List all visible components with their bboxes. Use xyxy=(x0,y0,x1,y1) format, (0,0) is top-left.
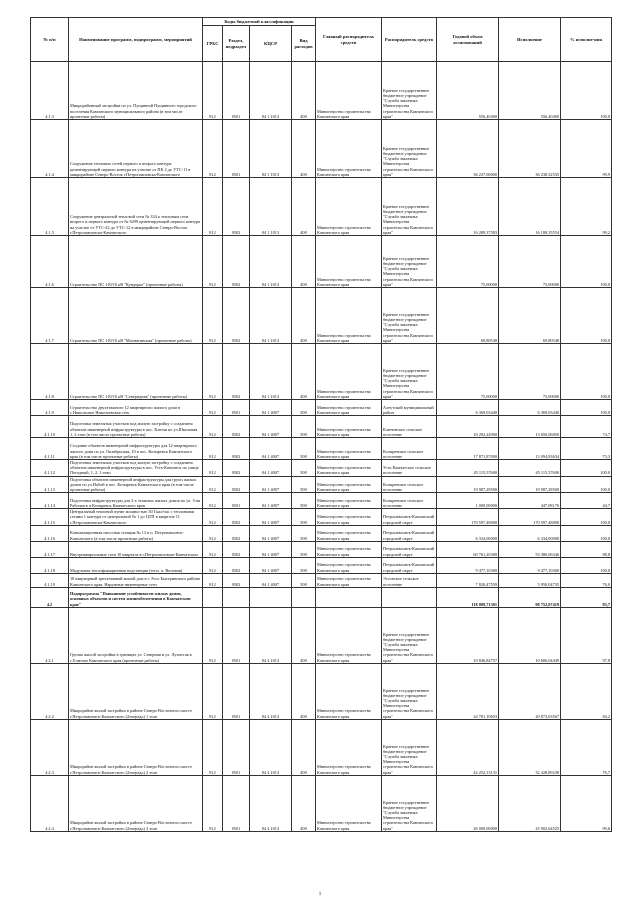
cell-rs: Петропавловск-Камчатский городской округ xyxy=(382,509,437,526)
cell-rz: 0502 xyxy=(223,236,250,288)
cell-vol: 118 009,71301 xyxy=(437,587,499,607)
cell-kcsr: 04 1 4007 xyxy=(250,460,292,477)
cell-vol: 17 871,87000 xyxy=(437,438,499,460)
cell-kcsr: 04 1 4007 xyxy=(250,573,292,587)
cell-rs: Краевое государственное бюджетное учреждение "Служба заказчика Министерства строительства Камчатского края" xyxy=(382,663,437,719)
cell-grbs: 812 xyxy=(203,400,223,416)
cell-num: 4.2.4 xyxy=(31,775,69,831)
cell-grbs: 812 xyxy=(203,557,223,573)
cell-rz: 0502 xyxy=(223,573,250,587)
cell-rs: Краевое государственное бюджетное учреждение "Служба заказчика Министерства строительства Камчатского края" xyxy=(382,607,437,663)
cell-pct: 76,7 xyxy=(561,719,612,775)
cell-grbs: 812 xyxy=(203,120,223,178)
cell-pct: 97,8 xyxy=(561,607,612,663)
cell-rz: 0501 xyxy=(223,775,250,831)
table-row xyxy=(31,236,612,288)
table-row xyxy=(31,557,612,573)
cell-gr: Министерство строительства Камчатского края xyxy=(316,344,382,400)
cell-rz: 0502 xyxy=(223,460,250,477)
cell-ex: 19 987,28500 xyxy=(499,476,561,493)
cell-vr: 500 xyxy=(292,509,316,526)
cell-name: Внутриквартальные сети 10 квартала в г.Петропавловске-Камчатском xyxy=(69,541,203,557)
cell-vol: 69,80548 xyxy=(437,288,499,344)
table-row xyxy=(31,509,612,526)
cell-pct: 100,0 xyxy=(561,476,612,493)
cell-gr xyxy=(316,587,382,607)
cell-rs: Эссовское сельское поселение xyxy=(382,573,437,587)
cell-pct: 99,9 xyxy=(561,120,612,178)
cell-num: 4.2 xyxy=(31,587,69,607)
cell-rs: Ключевское сельское поселение xyxy=(382,416,437,438)
cell-grbs: 812 xyxy=(203,663,223,719)
cell-ex: 20 873,63567 xyxy=(499,663,561,719)
cell-rz: 0502 xyxy=(223,416,250,438)
cell-rs: Козыревское сельское поселение xyxy=(382,438,437,460)
cell-name: Микрорайон жилой застройки в районе Северо-Восточного шоссе г.Петропавловск-Камчатского (2очередь) 3 этап xyxy=(69,775,203,831)
cell-pct: 100,0 xyxy=(561,400,612,416)
cell-name: Центральный тепловой пункт мощностью 30 Гкал/час с тепловыми сетями 1 контура от центральной № 1 до ЦТП в квартале 11 г.Петропавловска-Камчатского xyxy=(69,509,203,526)
cell-ex: 13 094,83634 xyxy=(499,438,561,460)
cell-gr: Министерство строительства Камчатского края xyxy=(316,178,382,236)
cell-grbs: 812 xyxy=(203,719,223,775)
cell-ex: 69,80548 xyxy=(499,288,561,344)
cell-name: Строительство ПС 110/10 кВ "Кундорье" (проектные работы) xyxy=(69,236,203,288)
cell-kcsr: 04 2 1013 xyxy=(250,775,292,831)
cell-pct: 100,0 xyxy=(561,288,612,344)
header-pct: % исполне-ния xyxy=(561,18,612,62)
cell-vr: 400 xyxy=(292,607,316,663)
cell-gr: Министерство строительства Камчатского края xyxy=(316,509,382,526)
table-row xyxy=(31,587,612,607)
cell-rs xyxy=(382,587,437,607)
cell-num: 4.1.19 xyxy=(31,573,69,587)
cell-ex: 9 477,10300 xyxy=(499,557,561,573)
cell-vol: 18 292,24900 xyxy=(437,416,499,438)
cell-rz: 0502 xyxy=(223,178,250,236)
table-row xyxy=(31,573,612,587)
cell-num: 4.1.5 xyxy=(31,178,69,236)
cell-rs: Петропавловск-Камчатский городской округ xyxy=(382,525,437,541)
cell-vr: 500 xyxy=(292,438,316,460)
table-row xyxy=(31,120,612,178)
cell-pct: 76,0 xyxy=(561,573,612,587)
cell-rs: Краевое государственное бюджетное учреждение "Служба заказчика Министерства строительства Камчатского края" xyxy=(382,719,437,775)
cell-ex: 447,08176 xyxy=(499,493,561,509)
cell-num: 4.1.15 xyxy=(31,509,69,526)
cell-name: Строительство ПС 110/10 кВ "Мохнатинская" (проектные работы) xyxy=(69,288,203,344)
header-vr: Вид расходов xyxy=(292,26,316,62)
cell-rz: 0501 xyxy=(223,493,250,509)
cell-vr: 500 xyxy=(292,573,316,587)
cell-gr: Министерство строительства Камчатского края xyxy=(316,62,382,120)
cell-gr: Министерство строительства Камчатского края xyxy=(316,541,382,557)
cell-kcsr: 04 1 1013 xyxy=(250,178,292,236)
cell-kcsr: 04 1 4007 xyxy=(250,541,292,557)
cell-grbs: 812 xyxy=(203,236,223,288)
cell-num: 4.1.6 xyxy=(31,236,69,288)
cell-num: 4.1.18 xyxy=(31,557,69,573)
cell-vr: 400 xyxy=(292,236,316,288)
cell-vr: 400 xyxy=(292,775,316,831)
cell-gr: Министерство строительства Камчатского края xyxy=(316,476,382,493)
table-row xyxy=(31,525,612,541)
cell-rs: Краевое государственное бюджетное учреждение "Служба заказчика Министерства строительства Камчатского края" xyxy=(382,288,437,344)
cell-name: Строительство ПС 110/10 кВ "Северидная" (проектные работы) xyxy=(69,344,203,400)
cell-num: 4.1.4 xyxy=(31,120,69,178)
cell-vol: 6 334,00000 xyxy=(437,525,499,541)
cell-vr xyxy=(292,587,316,607)
cell-name: Сооружение центральной тепловой сети № 334 к тепловым сети второго и первого контура от № 6299 цементирующей первого контура на участке от УТС-22 до УТС-12 в микрорайоне Северо-Восток г.Петропавловска-Камчатского xyxy=(69,178,203,236)
cell-grbs: 812 xyxy=(203,541,223,557)
cell-grbs: 812 xyxy=(203,416,223,438)
cell-num: 4.1.13 xyxy=(31,476,69,493)
table-row xyxy=(31,476,612,493)
table-row xyxy=(31,607,612,663)
cell-vr: 400 xyxy=(292,120,316,178)
cell-gr: Министерство строительства Камчатского края xyxy=(316,460,382,477)
cell-vr: 500 xyxy=(292,460,316,477)
cell-gr: Министерство строительства Камчатского края xyxy=(316,573,382,587)
cell-name: Подготовка инфраструктуры для 2-х этажных жилых домов по ул. 3-яя Рабочая в п.Козыревск Камчатского края xyxy=(69,493,203,509)
cell-grbs: 812 xyxy=(203,178,223,236)
cell-vol: 36 237,00000 xyxy=(437,120,499,178)
table-row xyxy=(31,288,612,344)
cell-vr: 500 xyxy=(292,400,316,416)
header-name: Наименование программ, подпрограмм, мероприятий xyxy=(69,18,203,62)
table-row xyxy=(31,416,612,438)
cell-rz: 0502 xyxy=(223,288,250,344)
cell-kcsr: 04 1 4007 xyxy=(250,476,292,493)
cell-gr: Министерство строительства Камчатского края xyxy=(316,236,382,288)
cell-ex: 6 369,03440 xyxy=(499,400,561,416)
header-kcsr: КЦСР xyxy=(250,26,292,62)
header-codes-group: Коды бюджетной классификации xyxy=(203,18,316,26)
cell-name: Канализационная насосная станция № 13 в п. Петропавловск-Камчатского (в том числе проектные работы) xyxy=(69,525,203,541)
cell-rz: 0502 xyxy=(223,525,250,541)
cell-vol: 6 369,03440 xyxy=(437,400,499,416)
cell-ex: 25 902,64525 xyxy=(499,775,561,831)
cell-gr: Министерство строительства Камчатского края xyxy=(316,120,382,178)
cell-ex: 75,00000 xyxy=(499,344,561,400)
cell-grbs: 812 xyxy=(203,288,223,344)
cell-grbs: 812 xyxy=(203,607,223,663)
cell-ex: 98 752,07419 xyxy=(499,587,561,607)
cell-rs: Краевое государственное бюджетное учреждение "Служба заказчика Министерства строительства Камчатского края" xyxy=(382,178,437,236)
cell-rs: Козыревское сельское поселение xyxy=(382,476,437,493)
cell-vol: 556,40400 xyxy=(437,62,499,120)
cell-ex: 53 386,06346 xyxy=(499,541,561,557)
cell-pct: 88,8 xyxy=(561,541,612,557)
cell-kcsr: 04 1 4007 xyxy=(250,400,292,416)
cell-gr: Министерство строительства Камчатского края xyxy=(316,557,382,573)
cell-gr: Министерство строительства Камчатского края xyxy=(316,719,382,775)
cell-ex: 10 606,04449 xyxy=(499,607,561,663)
cell-name: Подготовка объектов инженерной инфраструктуры для групп жилых домов по ул.Набой в пос. Козыревск Камчатского края (в том числе проектные работы) xyxy=(69,476,203,493)
cell-gr: Министерство строительства Камчатского края xyxy=(316,775,382,831)
cell-pct: 83,7 xyxy=(561,587,612,607)
cell-vr: 500 xyxy=(292,541,316,557)
cell-rs: Краевое государственное бюджетное учреждение "Служба заказчика Министерства строительства Камчатского края" xyxy=(382,120,437,178)
cell-kcsr: 04 2 1013 xyxy=(250,663,292,719)
cell-kcsr: 04 1 4007 xyxy=(250,416,292,438)
table-row xyxy=(31,460,612,477)
cell-ex: 13 656,06850 xyxy=(499,416,561,438)
cell-num: 4.2.2 xyxy=(31,663,69,719)
cell-ex: 556,40400 xyxy=(499,62,561,120)
cell-name: Создание объектов инженерной инфраструктуры для 12-квартирного жилого дома по ул. Октябрьская, 10 в пос. Козыревск Камчатского края (в том числе проектные работы) xyxy=(69,438,203,460)
cell-ex: 75,00000 xyxy=(499,236,561,288)
cell-grbs: 812 xyxy=(203,344,223,400)
cell-vol: 16 289,37583 xyxy=(437,178,499,236)
cell-rs: Козыревское сельское поселение xyxy=(382,493,437,509)
cell-kcsr: 04 1 4007 xyxy=(250,525,292,541)
cell-vr: 400 xyxy=(292,344,316,400)
table-header xyxy=(31,18,612,62)
cell-rz: 0502 xyxy=(223,541,250,557)
cell-vr: 400 xyxy=(292,719,316,775)
cell-num: 4.1.9 xyxy=(31,400,69,416)
page-number: 1 xyxy=(318,892,322,897)
table-row xyxy=(31,178,612,236)
table-body xyxy=(31,62,612,832)
table-row xyxy=(31,493,612,509)
cell-grbs: 812 xyxy=(203,438,223,460)
cell-name: Микрорайон жилой застройки в районе Северо-Восточного шоссе г.Петропавловск-Камчатского (2очередь) 2 этап xyxy=(69,719,203,775)
cell-gr: Министерство строительства Камчатского края xyxy=(316,525,382,541)
cell-rs: Краевое государственное бюджетное учреждение "Служба заказчика Министерства строительства Камчатского края" xyxy=(382,62,437,120)
header-razdel: Раздел, подраздел xyxy=(223,26,250,62)
cell-kcsr: 04 1 1013 xyxy=(250,62,292,120)
cell-rs: Усть-Камчатское сельское поселение xyxy=(382,460,437,477)
cell-vr: 400 xyxy=(292,62,316,120)
cell-vol: 1 000,00000 xyxy=(437,493,499,509)
header-manager: Распорядитель средств xyxy=(382,18,437,62)
cell-gr: Министерство строительства Камчатского края xyxy=(316,288,382,344)
cell-num: 4.1.3 xyxy=(31,62,69,120)
cell-pct: 99,6 xyxy=(561,775,612,831)
cell-kcsr: 04 1 4007 xyxy=(250,438,292,460)
header-exec: Исполнение xyxy=(499,18,561,62)
cell-pct: 74,7 xyxy=(561,416,612,438)
table-row xyxy=(31,344,612,400)
cell-kcsr: 04 1 1013 xyxy=(250,120,292,178)
table-row xyxy=(31,62,612,120)
report-sheet xyxy=(30,17,611,832)
table-row xyxy=(31,663,612,719)
cell-pct: 100,0 xyxy=(561,344,612,400)
cell-pct: 100,0 xyxy=(561,62,612,120)
cell-kcsr: 04 1 4007 xyxy=(250,509,292,526)
cell-pct: 100,0 xyxy=(561,236,612,288)
cell-name: Строительство двухэтажного 12 квартирного жилого дома в с.Никольское Николаевская сеть xyxy=(69,400,203,416)
cell-num: 4.1.12 xyxy=(31,460,69,477)
cell-num: 4.1.7 xyxy=(31,288,69,344)
cell-kcsr xyxy=(250,587,292,607)
cell-grbs xyxy=(203,587,223,607)
cell-gr: Министерство строительства Камчатского края xyxy=(316,438,382,460)
cell-rs: Алеутский муниципальный район xyxy=(382,400,437,416)
header-main-manager: Главный распорядитель средств xyxy=(316,18,382,62)
cell-rs: Петропавловск-Камчатский городской округ xyxy=(382,557,437,573)
cell-vr: 500 xyxy=(292,416,316,438)
cell-vol: 75,00000 xyxy=(437,236,499,288)
cell-vr: 500 xyxy=(292,493,316,509)
cell-ex: 5 950,04735 xyxy=(499,573,561,587)
cell-kcsr: 04 1 1013 xyxy=(250,236,292,288)
cell-pct: 44,7 xyxy=(561,493,612,509)
table-row xyxy=(31,400,612,416)
cell-rz: 0501 xyxy=(223,400,250,416)
cell-gr: Министерство строительства Камчатского края xyxy=(316,493,382,509)
cell-num: 4.1.17 xyxy=(31,541,69,557)
cell-name: Подготовка земельных участков под жилую застройку с созданием объектов инженерной инфраструктуры в пос. Усть-Камчатск по улице Погодный, 1, 2, 3 этап xyxy=(69,460,203,477)
cell-kcsr: 04 1 4007 xyxy=(250,493,292,509)
cell-kcsr: 04 1 4007 xyxy=(250,557,292,573)
cell-vol: 9 477,10300 xyxy=(437,557,499,573)
cell-pct: 100,0 xyxy=(561,525,612,541)
cell-grbs: 812 xyxy=(203,476,223,493)
cell-grbs: 812 xyxy=(203,62,223,120)
cell-ex: 6 334,00000 xyxy=(499,525,561,541)
cell-vr: 400 xyxy=(292,288,316,344)
cell-vol: 45 115,57600 xyxy=(437,460,499,477)
table-row xyxy=(31,438,612,460)
cell-vol: 19 987,28500 xyxy=(437,476,499,493)
cell-grbs: 812 xyxy=(203,573,223,587)
cell-rs: Краевое государственное бюджетное учреждение "Служба заказчика Министерства строительства Камчатского края" xyxy=(382,344,437,400)
cell-vol: 60 761,20300 xyxy=(437,541,499,557)
cell-grbs: 812 xyxy=(203,525,223,541)
table-row xyxy=(31,719,612,775)
cell-num: 4.1.16 xyxy=(31,525,69,541)
cell-num: 4.1.11 xyxy=(31,438,69,460)
cell-pct: 100,0 xyxy=(561,460,612,477)
cell-name: Подпрограмма "Повышение устойчивости жилых домов, основных объектов и систем жизнеобеспечения в Камчатском крае" xyxy=(69,587,203,607)
cell-gr: Министерство строительства Камчатского края xyxy=(316,663,382,719)
cell-rz: 0502 xyxy=(223,476,250,493)
cell-rs: Краевое государственное бюджетное учреждение "Служба заказчика Министерства строительства Камчатского края" xyxy=(382,775,437,831)
cell-vol: 42 252,13131 xyxy=(437,719,499,775)
cell-kcsr: 04 2 1013 xyxy=(250,719,292,775)
cell-rz: 0501 xyxy=(223,62,250,120)
cell-pct: 84,2 xyxy=(561,663,612,719)
cell-kcsr: 04 2 1013 xyxy=(250,607,292,663)
cell-rs: Краевое государственное бюджетное учреждение "Служба заказчика Министерства строительства Камчатского края" xyxy=(382,236,437,288)
cell-name: Микрорайонный застройки по ул. Пущинной Пущинного городского поселения Камчатского муниципального района (в том числе проектные работы) xyxy=(69,62,203,120)
cell-num: 4.1.14 xyxy=(31,493,69,509)
cell-kcsr: 04 1 1013 xyxy=(250,288,292,344)
cell-rz: 0501 xyxy=(223,663,250,719)
cell-grbs: 812 xyxy=(203,460,223,477)
cell-name: Модульная теплофикационная подстанция (тепл. п. Виловая) xyxy=(69,557,203,573)
cell-vr: 500 xyxy=(292,476,316,493)
cell-vol: 26 000,00000 xyxy=(437,775,499,831)
cell-rz: 0502 xyxy=(223,557,250,573)
cell-ex: 16 188,35554 xyxy=(499,178,561,236)
cell-num: 4.2.1 xyxy=(31,607,69,663)
header-volume: Годовой объем ассигнований xyxy=(437,18,499,62)
cell-num: 4.1.10 xyxy=(31,416,69,438)
cell-ex: 170 597,48000 xyxy=(499,509,561,526)
cell-grbs: 812 xyxy=(203,509,223,526)
cell-ex: 45 115,57600 xyxy=(499,460,561,477)
cell-vol: 24 781,10653 xyxy=(437,663,499,719)
cell-pct: 73,3 xyxy=(561,438,612,460)
cell-name: Сооружение тепловых сетей первого и второго контура цементирующей первого контура на участке от ПК 2 до УТС-11 в микрорайоне Северо-Восток г.Петропавловска-Камчатского xyxy=(69,120,203,178)
table-row xyxy=(31,541,612,557)
cell-gr: Министерство строительства Камчатского края xyxy=(316,416,382,438)
cell-num: 4.2.3 xyxy=(31,719,69,775)
cell-vol: 170 597,48000 xyxy=(437,509,499,526)
cell-grbs: 812 xyxy=(203,493,223,509)
table-row xyxy=(31,775,612,831)
cell-vol: 7 820,47559 xyxy=(437,573,499,587)
header-grbs: ГРБС xyxy=(203,26,223,62)
cell-pct: 99,2 xyxy=(561,178,612,236)
cell-rs: Петропавловск-Камчатский городской округ xyxy=(382,541,437,557)
budget-table xyxy=(30,17,612,832)
cell-vr: 500 xyxy=(292,525,316,541)
cell-vr: 400 xyxy=(292,178,316,236)
cell-pct: 100,0 xyxy=(561,509,612,526)
cell-ex: 32 428,89238 xyxy=(499,719,561,775)
cell-ex: 36 238,32535 xyxy=(499,120,561,178)
cell-num: 4.1.8 xyxy=(31,344,69,400)
cell-name: Микрорайон жилой застройки в районе Северо-Восточного шоссе г.Петропавловск-Камчатского (2очередь) 1 этап xyxy=(69,663,203,719)
cell-vol: 10 846,84757 xyxy=(437,607,499,663)
cell-name: 18 квартирный трехэтажный жилой дом в с.Эссо Быстринского района Камчатского края. Наружные инженерные сети xyxy=(69,573,203,587)
cell-name: Группа жилой застройки в границах ул. Северная и ул. Лучистая в с.Елизово Камчатского края (проектные работы) xyxy=(69,607,203,663)
cell-rz: 0502 xyxy=(223,438,250,460)
cell-rz: 0501 xyxy=(223,120,250,178)
cell-rz xyxy=(223,587,250,607)
cell-rz: 0501 xyxy=(223,607,250,663)
cell-kcsr: 04 1 1013 xyxy=(250,344,292,400)
cell-vol: 75,00000 xyxy=(437,344,499,400)
cell-pct: 100,0 xyxy=(561,557,612,573)
cell-rz: 0501 xyxy=(223,719,250,775)
cell-vr: 400 xyxy=(292,663,316,719)
cell-vr: 500 xyxy=(292,557,316,573)
header-num: № п/п xyxy=(31,18,69,62)
cell-name: Подготовка земельных участков под жилую застройку с созданием объектов инженерной инфраструктуры в пос. Ключи по ул.Школьная 1, 2 этап (в том числе проектные работы) xyxy=(69,416,203,438)
cell-gr: Министерство строительства Камчатского края xyxy=(316,607,382,663)
cell-rz: 0502 xyxy=(223,344,250,400)
cell-rz: 0502 xyxy=(223,509,250,526)
cell-grbs: 812 xyxy=(203,775,223,831)
cell-gr: Министерство строительства Камчатского края xyxy=(316,400,382,416)
